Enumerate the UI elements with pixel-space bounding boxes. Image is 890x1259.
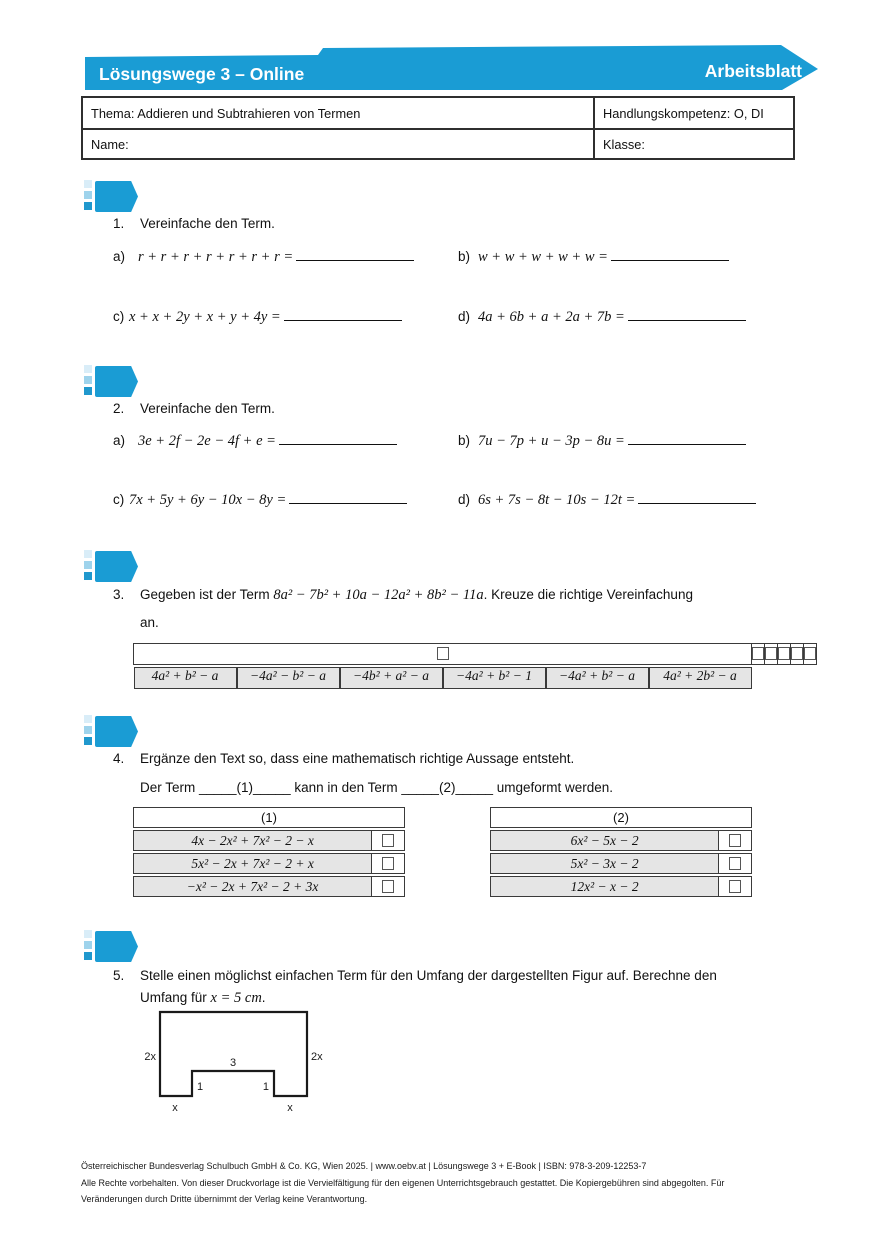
task3-option: −4a² − b² − a [237, 667, 340, 689]
info-table [81, 96, 795, 160]
term-option: −x² − 2x + 7x² − 2 + 3x [133, 876, 372, 897]
task1-item-b: b) w + w + w + w + w = [458, 248, 729, 266]
expression: 3e + 2f − 2e − 4f + e = [138, 433, 276, 449]
pencil-icon [84, 550, 138, 583]
answer-blank[interactable] [611, 248, 729, 261]
pencil-icon [84, 365, 138, 398]
answer-blank[interactable] [284, 308, 402, 321]
checkbox[interactable] [804, 647, 816, 660]
expression: w + w + w + w + w = [478, 249, 608, 265]
term-option: 6x² − 5x − 2 [490, 830, 719, 851]
pencil-icon [84, 180, 138, 213]
expression: x + x + 2y + x + y + 4y = [129, 309, 281, 325]
expression: 4a + 6b + a + 2a + 7b = [478, 309, 625, 325]
task-prompt-line2: an. [140, 615, 159, 630]
task-prompt: Stelle einen möglichst einfachen Term für den Umfang der dargestellten Figur auf. Berechne den [140, 968, 717, 983]
task-5 [84, 930, 800, 1140]
task3-options-table [133, 643, 817, 688]
term-option: 12x² − x − 2 [490, 876, 719, 897]
task3-checkbox-cell [765, 644, 778, 665]
task2-item-b: b) 7u − 7p + u − 3p − 8u = [458, 432, 746, 450]
checkbox[interactable] [791, 647, 803, 660]
table2-header: (2) [490, 807, 752, 828]
expression: r + r + r + r + r + r + r = [138, 249, 294, 265]
checkbox[interactable] [437, 647, 449, 660]
task1-item-a: a) r + r + r + r + r + r + r = [113, 248, 414, 266]
task3-checkbox-cell [791, 644, 804, 665]
checkbox[interactable] [778, 647, 790, 660]
task3-option: −4a² + b² − a [546, 667, 649, 689]
info-name-field[interactable]: Name: [82, 129, 594, 159]
task4-sentence: Der Term _____(1)_____ kann in den Term _____(2)_____ umgeformt werden. [140, 780, 614, 795]
task-4 [84, 715, 800, 915]
answer-blank[interactable] [628, 308, 746, 321]
term-option: 5x² − 3x − 2 [490, 853, 719, 874]
table2-row [490, 830, 752, 851]
given-term: 8a² − 7b² + 10a − 12a² + 8b² − 11a [273, 587, 484, 603]
task3-option: 4a² + b² − a [134, 667, 237, 689]
expression: 7x + 5y + 6y − 10x − 8y = [129, 492, 287, 508]
figure-outline [160, 1012, 307, 1096]
imprint-line-1: Österreichischer Bundesverlag Schulbuch GmbH & Co. KG, Wien 2025. | www.oebv.at | Lösungswege 3 + E-Book | ISBN: 978-3-209-12253-7 [81, 1161, 647, 1171]
task3-checkbox-cell [134, 644, 752, 665]
task2-item-d: d) 6s + 7s − 8t − 10s − 12t = [458, 491, 756, 509]
table1-header: (1) [133, 807, 405, 828]
task4-table-2 [490, 807, 752, 897]
task-3 [84, 550, 800, 700]
table1-row [133, 876, 405, 897]
table2-row [490, 876, 752, 897]
task3-option: 4a² + 2b² − a [649, 667, 752, 689]
pencil-icon [84, 930, 138, 963]
task-number: 1. [113, 216, 125, 231]
task-2 [84, 365, 800, 535]
label-bottom-left: x [172, 1102, 178, 1114]
task3-checkbox-cell [752, 644, 765, 665]
task3-checkbox-cell [778, 644, 791, 665]
label-notch-right: 1 [262, 1081, 269, 1093]
task3-option: −4a² + b² − 1 [443, 667, 546, 689]
task-prompt-line2: Umfang für x = 5 cm. [140, 990, 266, 1006]
answer-blank[interactable] [279, 432, 397, 445]
imprint-line-3: Veränderungen durch Dritte übernimmt der Verlag keine Verantwortung. [81, 1194, 368, 1204]
task4-table-1 [133, 807, 405, 897]
term-option: 5x² − 2x + 7x² − 2 + x [133, 853, 372, 874]
task-prompt: Vereinfache den Term. [140, 216, 275, 231]
perimeter-figure [140, 1010, 340, 1118]
label-notch-top: 3 [229, 1057, 237, 1069]
task-prompt: Vereinfache den Term. [140, 401, 275, 416]
task-1 [84, 180, 800, 350]
checkbox[interactable] [752, 647, 764, 660]
label-notch-left: 1 [197, 1081, 204, 1093]
table2-row [490, 853, 752, 874]
imprint-line-2: Alle Rechte vorbehalten. Von dieser Druckvorlage ist die Vervielfältigung für den eigenen Unterrichtsgebrauch gestattet. Die Kopiergebühren sind abgegolten. Für [81, 1177, 725, 1188]
task3-checkbox-cell [804, 644, 817, 665]
checkbox[interactable] [729, 857, 741, 870]
checkbox[interactable] [382, 834, 394, 847]
table1-row [133, 830, 405, 851]
info-klasse-field[interactable]: Klasse: [594, 129, 794, 159]
imprint-footer [81, 1158, 801, 1208]
checkbox[interactable] [382, 857, 394, 870]
task1-item-d: d) 4a + 6b + a + 2a + 7b = [458, 308, 746, 326]
worksheet-badge: Arbeitsblatt [704, 61, 802, 81]
task-number: 5. [113, 968, 125, 983]
answer-blank[interactable] [628, 432, 746, 445]
checkbox[interactable] [765, 647, 777, 660]
page-title: Lösungswege 3 – Online [99, 64, 305, 84]
task3-option: −4b² + a² − a [340, 667, 443, 689]
task-number: 4. [113, 751, 125, 766]
checkbox[interactable] [729, 834, 741, 847]
label-side-left: 2x [144, 1051, 156, 1063]
expression: 7u − 7p + u − 3p − 8u = [478, 433, 625, 449]
info-kompetenz: Handlungskompetenz: O, DI [594, 97, 794, 129]
task1-item-c: c) x + x + 2y + x + y + 4y = [113, 308, 402, 326]
pencil-icon [84, 715, 138, 748]
term-option: 4x − 2x² + 7x² − 2 − x [133, 830, 372, 851]
answer-blank[interactable] [289, 491, 407, 504]
task2-item-c: c) 7x + 5y + 6y − 10x − 8y = [113, 491, 407, 509]
info-thema: Thema: Addieren und Subtrahieren von Termen [82, 97, 594, 129]
task2-item-a: a) 3e + 2f − 2e − 4f + e = [113, 432, 397, 450]
answer-blank[interactable] [638, 491, 756, 504]
task-number: 2. [113, 401, 125, 416]
table1-row [133, 853, 405, 874]
checkbox[interactable] [729, 880, 741, 893]
checkbox[interactable] [382, 880, 394, 893]
task-prompt: Ergänze den Text so, dass eine mathematisch richtige Aussage entsteht. [140, 751, 575, 766]
task-number: 3. [113, 587, 125, 602]
label-side-right: 2x [311, 1051, 323, 1063]
task-prompt: Gegeben ist der Term 8a² − 7b² + 10a − 12a² + 8b² − 11a. Kreuze die richtige Vereinfachung [140, 587, 693, 603]
label-bottom-right: x [287, 1102, 293, 1114]
expression: 6s + 7s − 8t − 10s − 12t = [478, 492, 636, 508]
answer-blank[interactable] [296, 248, 414, 261]
header-banner [85, 44, 818, 90]
